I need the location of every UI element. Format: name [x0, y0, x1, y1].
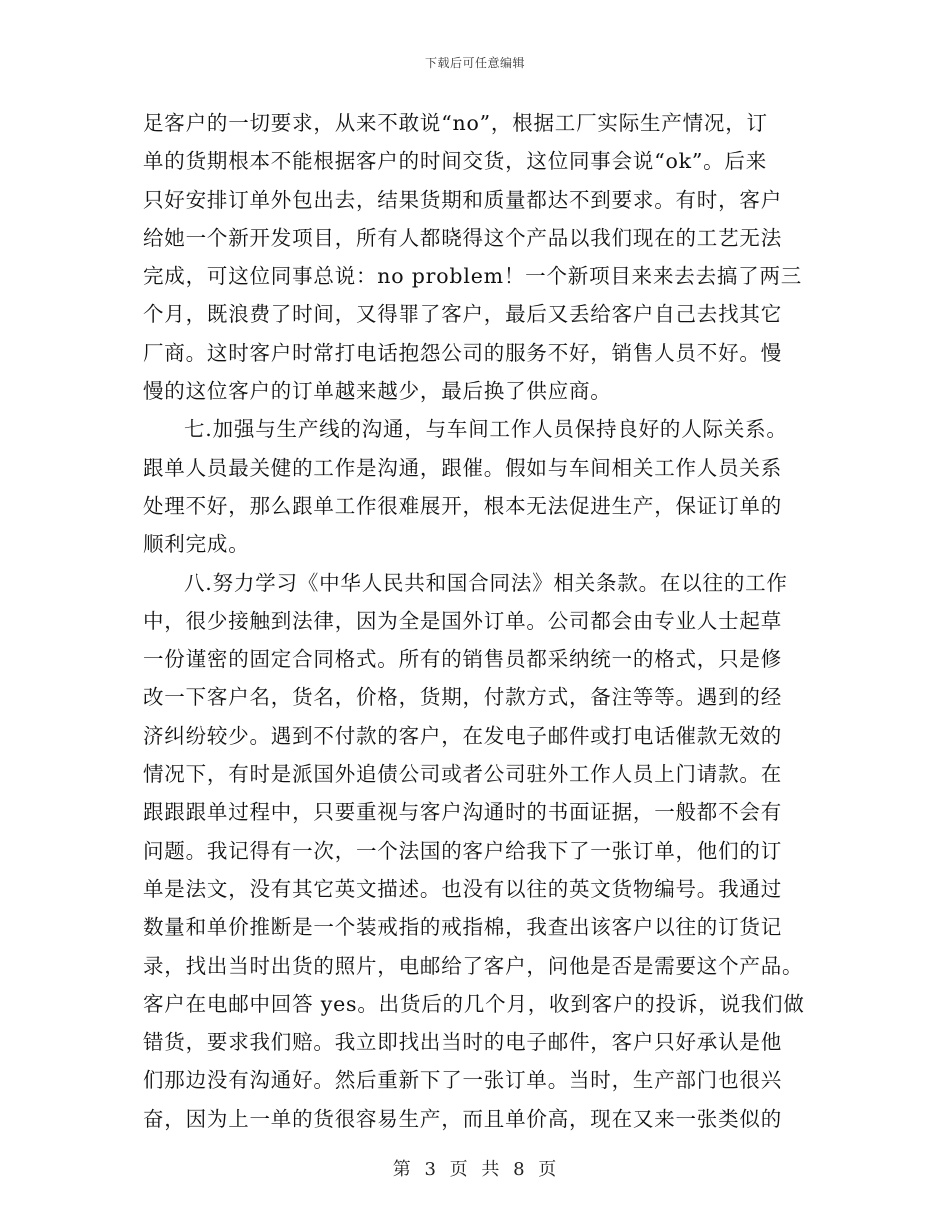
text-line: 奋，因为上一单的货很容易生产，而且单价高，现在又来一张类似的	[143, 1106, 782, 1131]
text-line: 数量和单价推断是一个装戒指的戒指棉，我查出该客户以往的订货记	[143, 915, 782, 940]
text-line: 们那边没有沟通好。然后重新下了一张订单。当时，生产部门也很兴	[143, 1068, 782, 1093]
text-line: 错货，要求我们赔。我立即找出当时的电子邮件，客户只好承认是他	[143, 1030, 782, 1055]
text-line: 问题。我记得有一次，一个法国的客户给我下了一张订单，他们的订	[143, 838, 782, 863]
text-line: 跟跟跟单过程中，只要重视与客户沟通时的书面证据，一般都不会有	[143, 800, 782, 825]
text-line: 录，找出当时出货的照片，电邮给了客户，问他是否是需要这个产品。	[143, 953, 804, 978]
text-line: 只好安排订单外包出去，结果货期和质量都达不到要求。有时，客户	[143, 187, 782, 212]
text-line: 给她一个新开发项目，所有人都晓得这个产品以我们现在的工艺无法	[143, 225, 782, 250]
text-line: 足客户的一切要求，从来不敢说“no”，根据工厂实际生产情况，订	[143, 111, 768, 135]
text-line: 一份谨密的固定合同格式。所有的销售员都采纳统一的格式，只是修	[143, 647, 782, 672]
text-line: 中，很少接触到法律，因为全是国外订单。公司都会由专业人士起草	[143, 608, 782, 633]
document-body	[143, 104, 807, 1138]
text-line: 完成，可这位同事总说：no problem！一个新项目来来去去搞了两三	[143, 264, 803, 289]
text-line: 处理不好，那么跟单工作很难展开，根本无法促进生产，保证订单的	[143, 493, 782, 518]
text-line: 单的货期根本不能根据客户的时间交货，这位同事会说“ok”。后来	[143, 149, 768, 174]
text-line: 情况下，有时是派国外追债公司或者公司驻外工作人员上门请款。在	[143, 762, 782, 787]
text-line: 改一下客户名，货名，价格，货期，付款方式，备注等等。遇到的经	[143, 685, 782, 710]
page-header: 下载后可任意编辑	[424, 56, 525, 70]
text-line: 济纠纷较少。遇到不付款的客户，在发电子邮件或打电话催款无效的	[143, 723, 782, 748]
text-line: 客户在电邮中回答 yes。出货后的几个月，收到客户的投诉，说我们做	[143, 991, 805, 1016]
text-line: 顺利完成。	[143, 532, 250, 557]
text-line: 厂商。这时客户时常打电话抱怨公司的服务不好，销售人员不好。慢	[143, 340, 782, 365]
section-heading-line: 八.努力学习《中华人民共和国合同法》相关条款。在以往的工作	[184, 570, 788, 595]
text-line: 个月，既浪费了时间，又得罪了客户，最后又丢给客户自己去找其它	[143, 302, 782, 327]
section-heading-line: 七.加强与生产线的沟通，与车间工作人员保持良好的人际关系。	[184, 417, 788, 442]
text-line: 单是法文，没有其它英文描述。也没有以往的英文货物编号。我通过	[143, 876, 782, 901]
text-line: 慢的这位客户的订单越来越少，最后换了供应商。	[143, 379, 612, 404]
page-footer: 第 3 页 共 8 页	[392, 1159, 558, 1180]
text-line: 跟单人员最关健的工作是沟通，跟催。假如与车间相关工作人员关系	[143, 455, 782, 480]
